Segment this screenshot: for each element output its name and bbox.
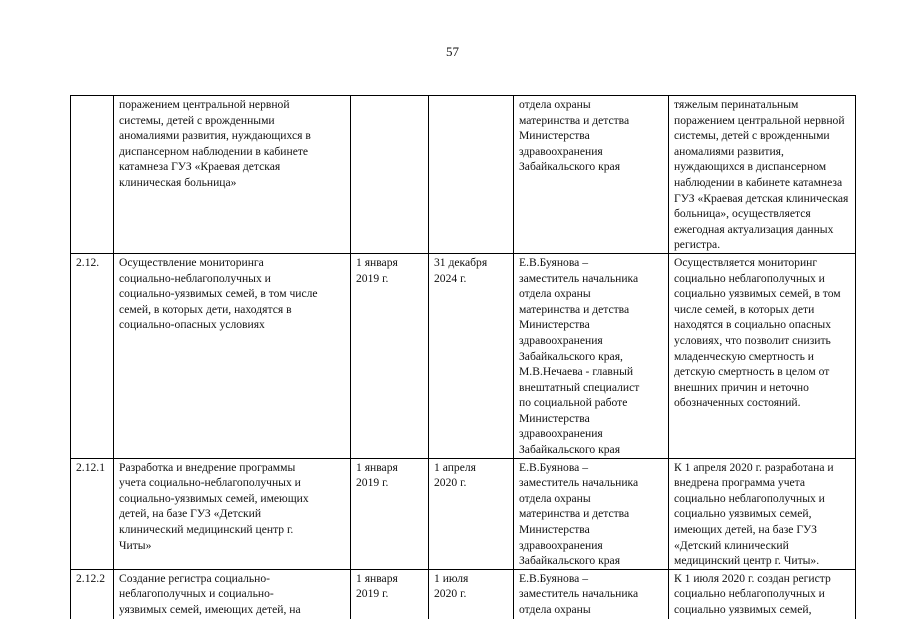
- item-responsible: Е.В.Буянова – заместитель начальника отдела охраны материнства и детства Министерства здравоохранения Забайкальского края, М.В.Нечаева - главный внештатный специалист по социальной работе Министерства здравоохранения Забайкальского края: [514, 253, 669, 458]
- table-row: [71, 96, 856, 254]
- item-number: 2.12.: [71, 253, 114, 458]
- item-result: К 1 апреля 2020 г. разработана и внедрена программа учета социально неблагополучных и социально уязвимых семей, имеющих детей, на базе ГУЗ «Детский клинический медицинский центр г. Читы».: [669, 458, 856, 569]
- item-number: 2.12.1: [71, 458, 114, 569]
- table-row: [71, 458, 856, 569]
- item-result: К 1 июля 2020 г. создан регистр социально неблагополучных и социально уязвимых семей,: [669, 569, 856, 619]
- item-start-date: 1 января 2019 г.: [351, 569, 429, 619]
- item-number: 2.12.2: [71, 569, 114, 619]
- item-responsible: отдела охраны материнства и детства Министерства здравоохранения Забайкальского края: [514, 96, 669, 254]
- page-number: 57: [446, 44, 459, 59]
- item-number: [71, 96, 114, 254]
- item-end-date: 1 июля 2020 г.: [429, 569, 514, 619]
- item-end-date: 31 декабря 2024 г.: [429, 253, 514, 458]
- item-start-date: [351, 96, 429, 254]
- table-row: [71, 569, 856, 619]
- item-end-date: [429, 96, 514, 254]
- measures-table: [70, 95, 856, 619]
- item-end-date: 1 апреля 2020 г.: [429, 458, 514, 569]
- item-action: Создание регистра социально- неблагополучных и социально- уязвимых семей, имеющих детей, на: [114, 569, 351, 619]
- item-result: Осуществляется мониторинг социально неблагополучных и социально уязвимых семей, в том числе семей, в которых дети находятся в социально опасных условиях, что позволит снизить младенческую смертность и детскую смертность в целом от внешних причин и неточно обозначенных состояний.: [669, 253, 856, 458]
- item-action: поражением центральной нервной системы, детей с врожденными аномалиями развития, нуждающихся в диспансерном наблюдении в кабинете катамнеза ГУЗ «Краевая детская клиническая больница»: [114, 96, 351, 254]
- item-responsible: Е.В.Буянова – заместитель начальника отдела охраны материнства и детства Министерства здравоохранения Забайкальского края: [514, 458, 669, 569]
- table-row: [71, 253, 856, 458]
- item-start-date: 1 января 2019 г.: [351, 253, 429, 458]
- item-start-date: 1 января 2019 г.: [351, 458, 429, 569]
- item-responsible: Е.В.Буянова – заместитель начальника отдела охраны: [514, 569, 669, 619]
- item-result: тяжелым перинатальным поражением центральной нервной системы, детей с врожденными аномалиями развития, нуждающихся в диспансерном наблюдении в кабинете катамнеза ГУЗ «Краевая детская клиническая больница», осуществляется ежегодная актуализация данных регистра.: [669, 96, 856, 254]
- item-action: Осуществление мониторинга социально-неблагополучных и социально-уязвимых семей, в том числе семей, в которых дети, находятся в социально-опасных условиях: [114, 253, 351, 458]
- item-action: Разработка и внедрение программы учета социально-неблагополучных и социально-уязвимых семей, имеющих детей, на базе ГУЗ «Детский клинический медицинский центр г. Читы»: [114, 458, 351, 569]
